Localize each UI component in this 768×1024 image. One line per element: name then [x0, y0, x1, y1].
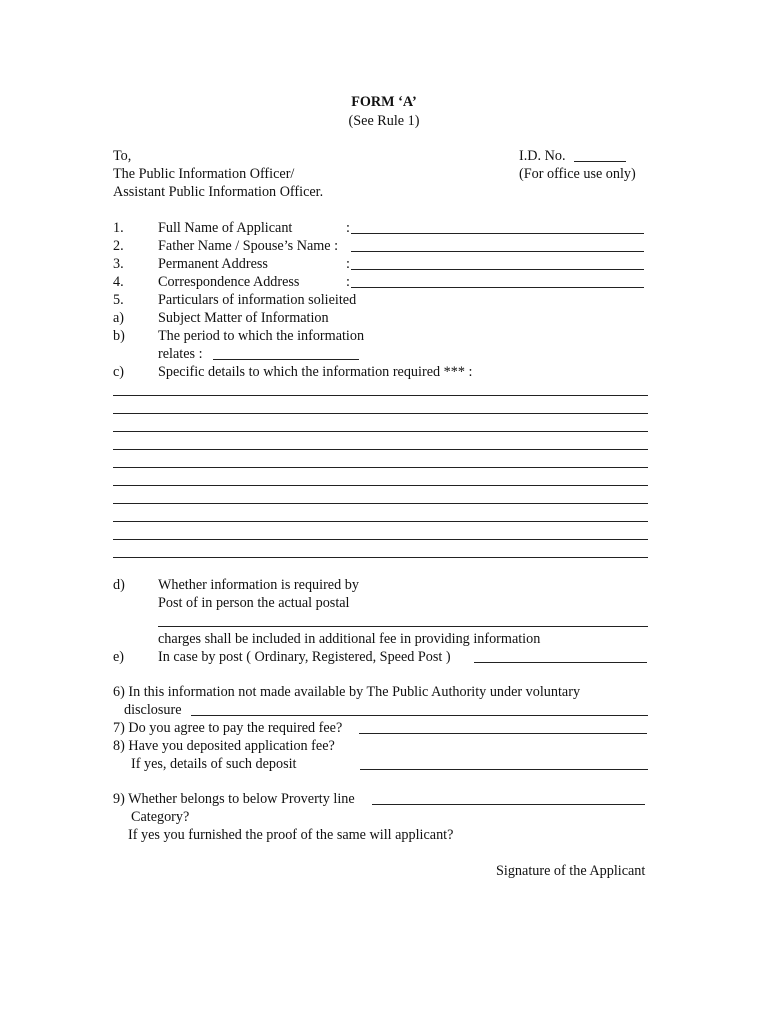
item-number: 2.	[113, 238, 124, 254]
postal-charges-note: charges shall be included in additional fee in providing information	[158, 631, 541, 647]
signature-label: Signature of the Applicant	[496, 863, 646, 879]
particulars-label: Particulars of information solieited	[158, 292, 357, 308]
item-letter: a)	[113, 310, 125, 326]
period-field[interactable]	[213, 359, 359, 360]
permanent-address-label: Permanent Address	[158, 256, 268, 272]
specific-details-line[interactable]	[113, 467, 648, 468]
specific-details-line[interactable]	[113, 503, 648, 504]
colon-separator: :	[346, 274, 350, 290]
postal-field[interactable]	[158, 626, 648, 627]
question-8-label: 8) Have you deposited application fee?	[113, 738, 335, 754]
father-name-field[interactable]	[351, 251, 644, 252]
id-no-field[interactable]	[574, 161, 626, 162]
specific-details-line[interactable]	[113, 521, 648, 522]
item-letter: b)	[113, 328, 125, 344]
period-relates-label: relates :	[158, 346, 203, 362]
specific-details-label: Specific details to which the information required *** :	[158, 364, 473, 380]
agree-fee-field[interactable]	[359, 733, 647, 734]
id-no-label: I.D. No.	[519, 148, 566, 164]
specific-details-line[interactable]	[113, 431, 648, 432]
item-letter: e)	[113, 649, 125, 665]
deposit-details-label: If yes, details of such deposit	[131, 756, 297, 772]
form-title: FORM ‘A’	[351, 94, 417, 110]
item-number: 5.	[113, 292, 124, 308]
form-subtitle: (See Rule 1)	[348, 113, 420, 129]
address-line-2: Assistant Public Information Officer.	[113, 184, 324, 200]
postal-label-line-2: Post of in person the actual postal	[158, 595, 350, 611]
question-6-disclosure-label: disclosure	[124, 702, 182, 718]
address-to: To,	[113, 148, 132, 164]
specific-details-line[interactable]	[113, 449, 648, 450]
specific-details-line[interactable]	[113, 539, 648, 540]
question-9-category-label: Category?	[131, 809, 190, 825]
deposit-details-field[interactable]	[360, 769, 648, 770]
specific-details-line[interactable]	[113, 485, 648, 486]
office-use-note: (For office use only)	[519, 166, 636, 182]
item-letter: c)	[113, 364, 125, 380]
by-post-label: In case by post ( Ordinary, Registered, Speed Post )	[158, 649, 451, 665]
father-name-label: Father Name / Spouse’s Name :	[158, 238, 339, 254]
question-9-label: 9) Whether belongs to below Proverty line	[113, 791, 355, 807]
disclosure-field[interactable]	[191, 715, 648, 716]
correspondence-address-label: Correspondence Address	[158, 274, 300, 290]
permanent-address-field[interactable]	[351, 269, 644, 270]
specific-details-line[interactable]	[113, 413, 648, 414]
poverty-line-field[interactable]	[372, 804, 645, 805]
question-9-proof-label: If yes you furnished the proof of the same will applicant?	[128, 827, 454, 843]
postal-label: Whether information is required by	[158, 577, 359, 593]
specific-details-line[interactable]	[113, 395, 648, 396]
item-number: 3.	[113, 256, 124, 272]
full-name-label: Full Name of Applicant	[158, 220, 293, 236]
full-name-field[interactable]	[351, 233, 644, 234]
colon-separator: :	[346, 256, 350, 272]
item-number: 4.	[113, 274, 124, 290]
question-6-label: 6) In this information not made available by The Public Authority under voluntary	[113, 684, 581, 700]
period-label: The period to which the information	[158, 328, 365, 344]
colon-separator: :	[346, 220, 350, 236]
specific-details-line[interactable]	[113, 557, 648, 558]
by-post-field[interactable]	[474, 662, 647, 663]
item-letter: d)	[113, 577, 125, 593]
item-number: 1.	[113, 220, 124, 236]
address-line-1: The Public Information Officer/	[113, 166, 295, 182]
subject-matter-label: Subject Matter of Information	[158, 310, 329, 326]
question-7-label: 7) Do you agree to pay the required fee?	[113, 720, 343, 736]
correspondence-address-field[interactable]	[351, 287, 644, 288]
